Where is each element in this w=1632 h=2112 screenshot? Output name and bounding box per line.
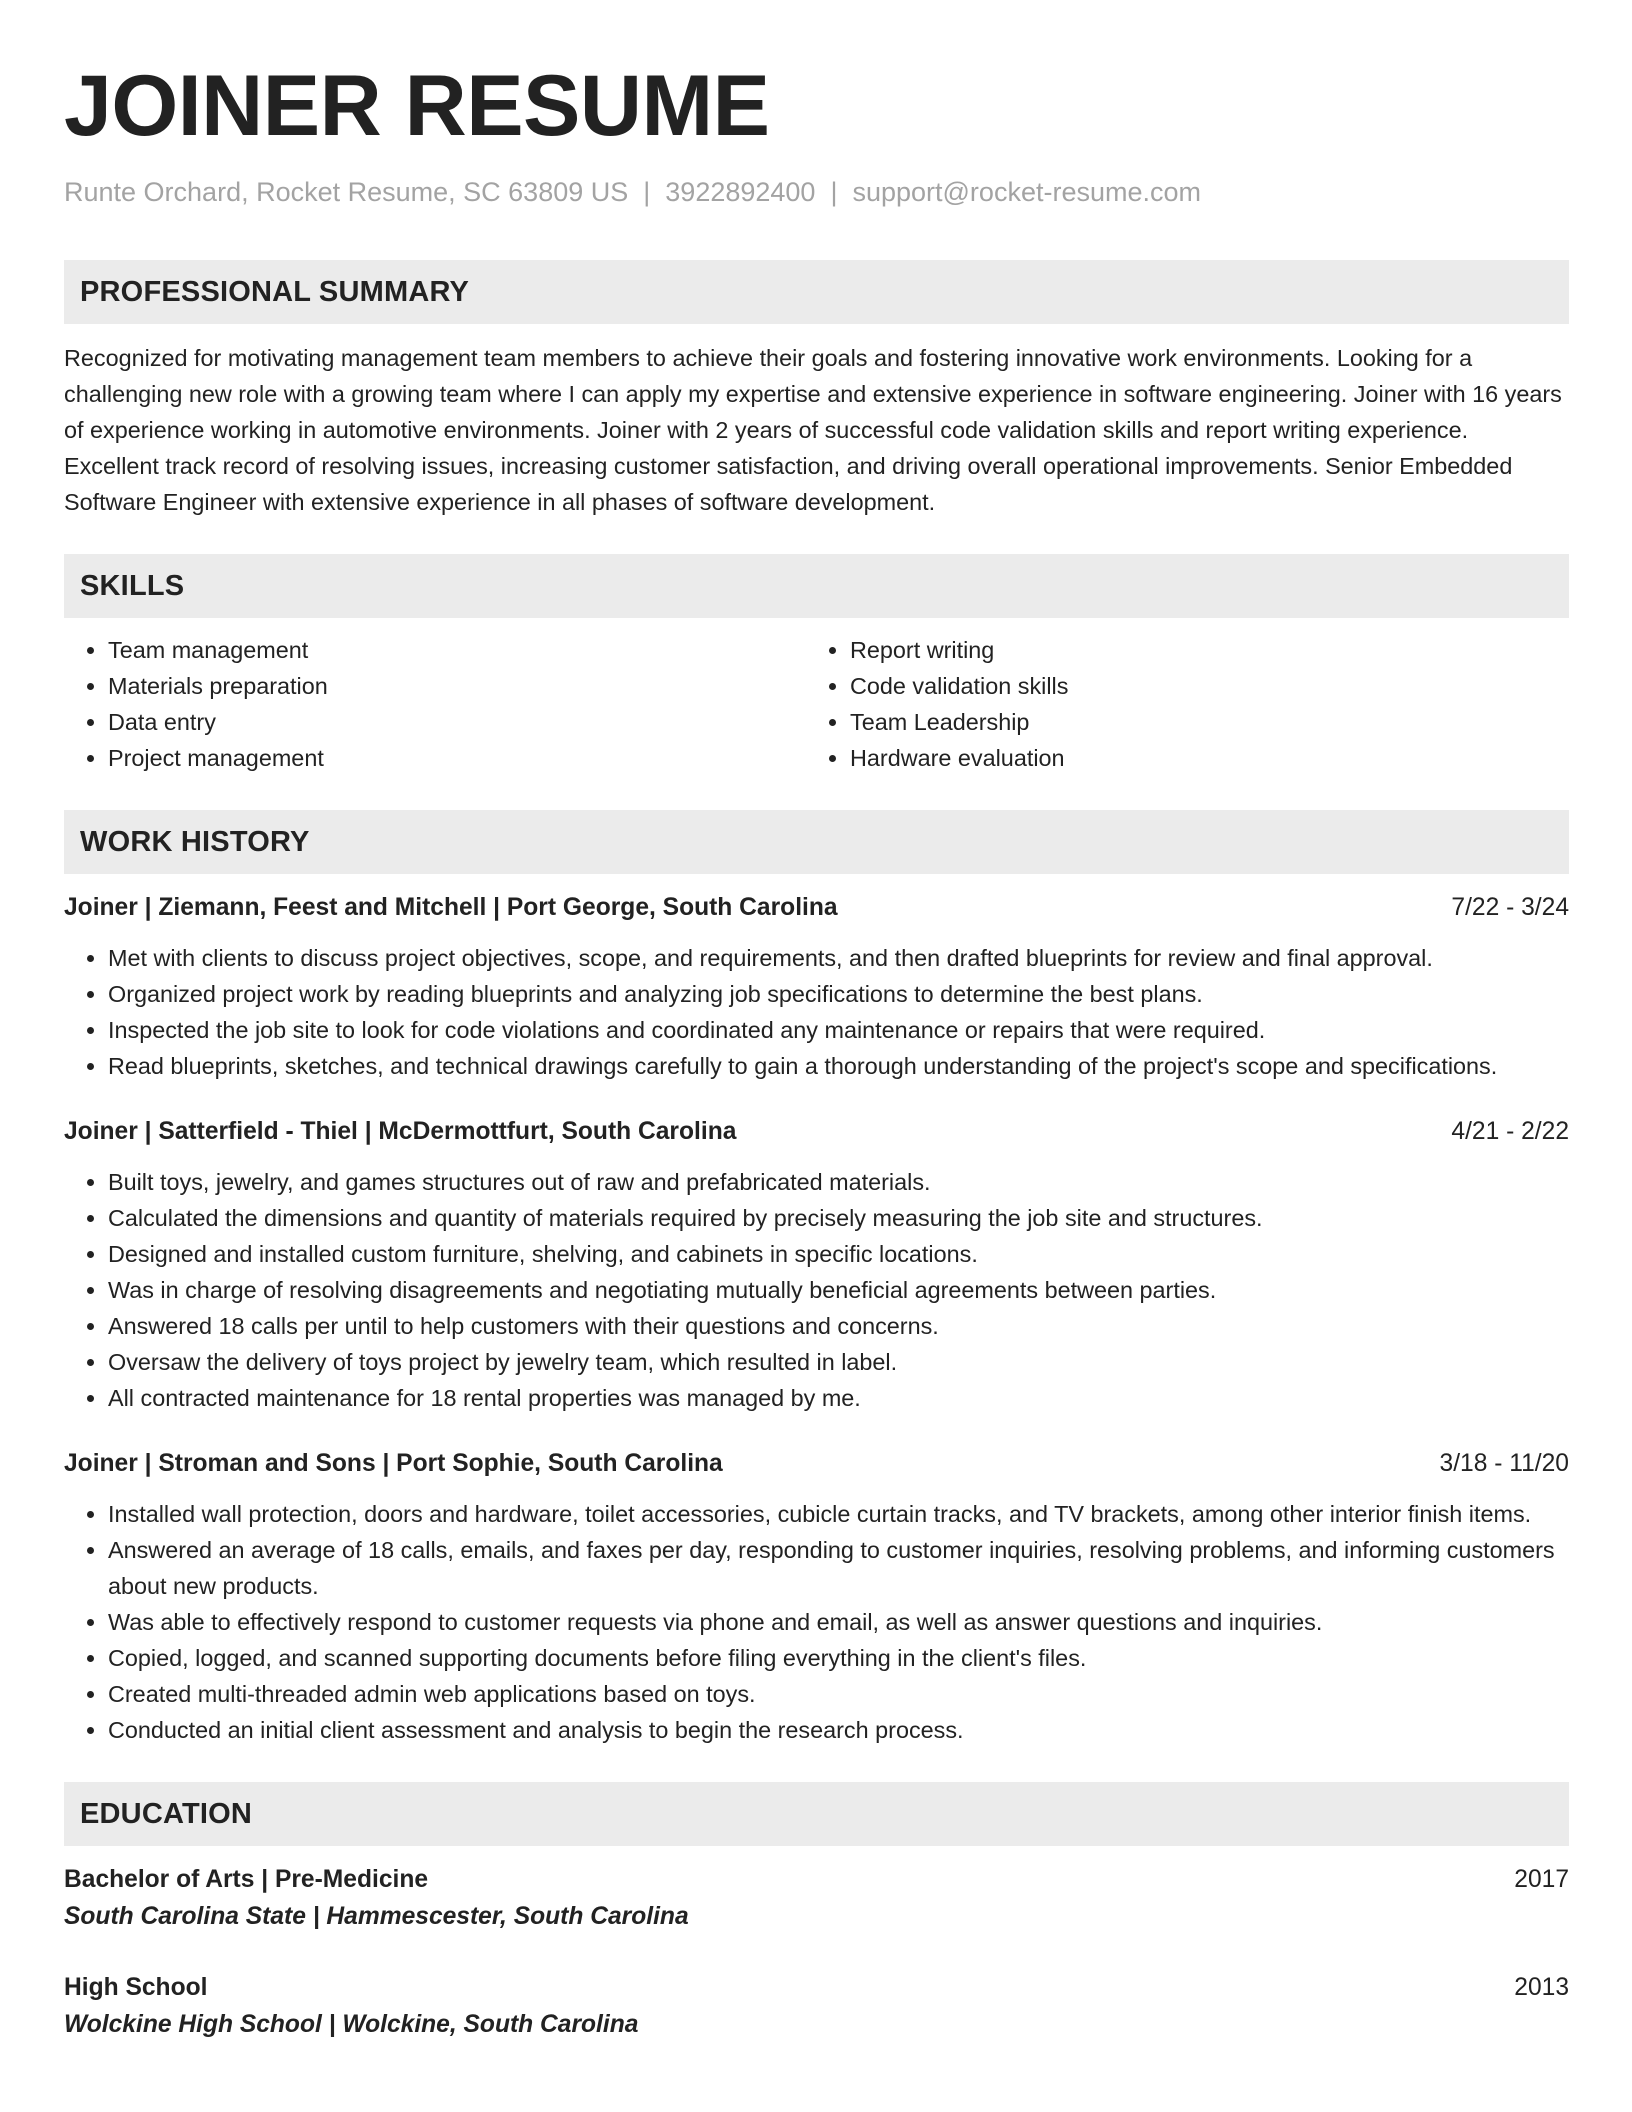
job-bullets <box>64 1164 1569 1416</box>
job-bullet: • Met with clients to discuss project objectives, scope, and requirements, and then drafted blueprints for review and final approval. <box>108 940 1569 976</box>
job-bullet: • Was able to effectively respond to customer requests via phone and email, as well as answer questions and inquiries. <box>108 1604 1569 1640</box>
job-title: Joiner | Stroman and Sons | Port Sophie, South Carolina <box>64 1450 723 1477</box>
job-bullet: • Copied, logged, and scanned supporting documents before filing everything in the client's files. <box>108 1640 1569 1676</box>
resume-title: JOINER RESUME <box>64 58 770 154</box>
section-header-skills: SKILLS <box>64 554 1569 618</box>
job-bullet: • Designed and installed custom furniture, shelving, and cabinets in specific locations. <box>108 1236 1569 1272</box>
skill-item: • Materials preparation <box>108 668 806 704</box>
job-entry <box>64 1114 1569 1416</box>
education-degree: Bachelor of Arts | Pre-Medicine <box>64 1866 429 1893</box>
job-bullet: • Conducted an initial client assessment and analysis to begin the research process. <box>108 1712 1569 1748</box>
skill-item: • Team Leadership <box>850 704 1068 740</box>
section-header-work-history: WORK HISTORY <box>64 810 1569 874</box>
education-year: 2017 <box>1514 1866 1569 1893</box>
job-dates: 4/21 - 2/22 <box>1451 1118 1569 1145</box>
skill-item: • Report writing <box>850 632 1068 668</box>
job-bullet: • Calculated the dimensions and quantity of materials required by precisely measuring the job site and structures. <box>108 1200 1569 1236</box>
job-entry <box>64 890 1569 1084</box>
education-year: 2013 <box>1514 1974 1569 2001</box>
job-bullet: • Organized project work by reading blueprints and analyzing job specifications to determine the best plans. <box>108 976 1569 1012</box>
skill-item: • Data entry <box>108 704 806 740</box>
contact-line <box>64 174 1569 210</box>
skills-list <box>64 632 1569 776</box>
skills-column-right <box>806 632 1068 776</box>
skill-item: • Code validation skills <box>850 668 1068 704</box>
education-degree: High School <box>64 1974 208 2001</box>
education-heading <box>64 1970 1569 2006</box>
job-heading <box>64 1114 1569 1150</box>
job-bullet: • Created multi-threaded admin web applications based on toys. <box>108 1676 1569 1712</box>
job-bullet: • Inspected the job site to look for code violations and coordinated any maintenance or repairs that were required. <box>108 1012 1569 1048</box>
job-dates: 7/22 - 3/24 <box>1451 894 1569 921</box>
skill-item: • Hardware evaluation <box>850 740 1068 776</box>
phone: 3922892400 <box>665 177 816 207</box>
job-title: Joiner | Ziemann, Feest and Mitchell | Port George, South Carolina <box>64 894 838 921</box>
job-heading <box>64 890 1569 926</box>
job-title: Joiner | Satterfield - Thiel | McDermottfurt, South Carolina <box>64 1118 737 1145</box>
education-entry <box>64 1862 1569 1936</box>
job-bullet: • Read blueprints, sketches, and technical drawings carefully to gain a thorough understanding of the project's scope and specifications. <box>108 1048 1569 1084</box>
job-dates: 3/18 - 11/20 <box>1439 1450 1569 1477</box>
job-heading <box>64 1446 1569 1482</box>
skill-item: • Team management <box>108 632 806 668</box>
separator: | <box>643 177 651 207</box>
separator: | <box>830 177 838 207</box>
address: Runte Orchard, Rocket Resume, SC 63809 US <box>64 177 629 207</box>
job-bullet: • Built toys, jewelry, and games structures out of raw and prefabricated materials. <box>108 1164 1569 1200</box>
job-bullet: • Answered 18 calls per until to help customers with their questions and concerns. <box>108 1308 1569 1344</box>
section-header-summary: PROFESSIONAL SUMMARY <box>64 260 1569 324</box>
education-heading <box>64 1862 1569 1898</box>
skills-column-left <box>64 632 806 776</box>
job-bullet: • Oversaw the delivery of toys project by jewelry team, which resulted in label. <box>108 1344 1569 1380</box>
education-entry <box>64 1970 1569 2044</box>
job-bullet: • All contracted maintenance for 18 rental properties was managed by me. <box>108 1380 1569 1416</box>
job-bullet: • Answered an average of 18 calls, emails, and faxes per day, responding to customer inquiries, resolving problems, and informing customers about new products. <box>108 1532 1569 1604</box>
education-school: South Carolina State | Hammescester, South Carolina <box>64 1903 689 1930</box>
job-bullet: • Installed wall protection, doors and hardware, toilet accessories, cubicle curtain tracks, and TV brackets, among other interior finish items. <box>108 1496 1569 1532</box>
summary-text: Recognized for motivating management team members to achieve their goals and fostering innovative work environments. Looking for a challenging new role with a growing team where I can apply my expertise and extensive experience in software engineering. Joiner with 16 years of experience working in automotive environments. Joiner with 2 years of successful code validation skills and report writing experience. Excellent track record of resolving issues, increasing customer satisfaction, and driving overall operational improvements. Senior Embedded Software Engineer with extensive experience in all phases of software development. <box>64 345 1562 515</box>
education-school: Wolckine High School | Wolckine, South Carolina <box>64 2011 639 2038</box>
job-entry <box>64 1446 1569 1748</box>
skill-item: • Project management <box>108 740 806 776</box>
section-header-education: EDUCATION <box>64 1782 1569 1846</box>
job-bullets <box>64 940 1569 1084</box>
job-bullets <box>64 1496 1569 1748</box>
job-bullet: • Was in charge of resolving disagreements and negotiating mutually beneficial agreements between parties. <box>108 1272 1569 1308</box>
email: support@rocket-resume.com <box>852 177 1201 207</box>
